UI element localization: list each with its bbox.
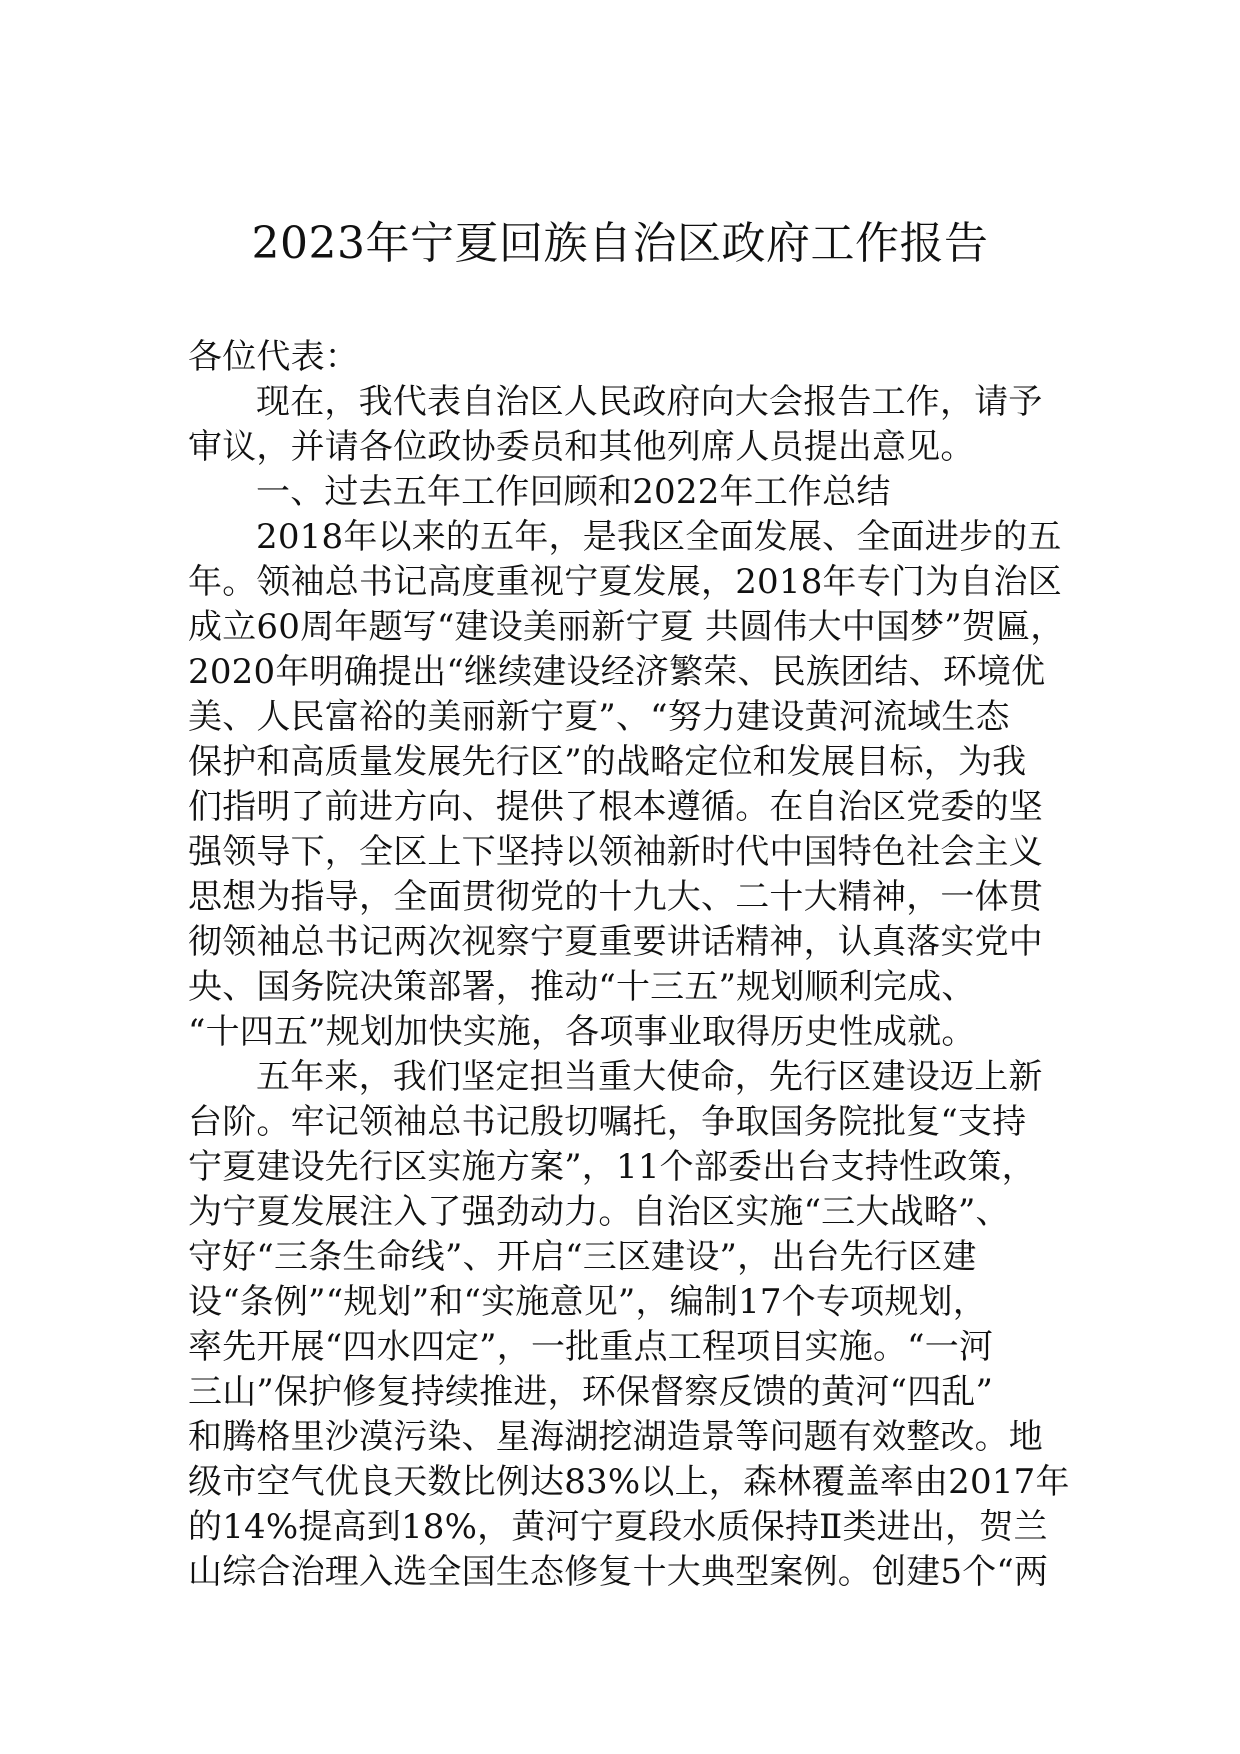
- paragraph-line: 美、人民富裕的美丽新宁夏”、“努力建设黄河流域生态: [188, 697, 1010, 737]
- paragraph-line: 设“条例”“规划”和“实施意见”，编制17个专项规划，: [188, 1282, 987, 1322]
- paragraph-line: 保护和高质量发展先行区”的战略定位和发展目标，为我: [188, 742, 1027, 782]
- paragraph-line: 台阶。牢记领袖总书记殷切嘱托，争取国务院批复“支持: [188, 1102, 1027, 1142]
- paragraph-line: 年。领袖总书记高度重视宁夏发展，2018年专门为自治区: [188, 562, 1062, 602]
- paragraph-line: 山综合治理入选全国生态修复十大典型案例。创建5个“两: [188, 1552, 1049, 1592]
- paragraph-line: 为宁夏发展注入了强劲动力。自治区实施“三大战略”、: [188, 1192, 1010, 1232]
- paragraph-line: 现在，我代表自治区人民政府向大会报告工作，请予: [256, 382, 1043, 422]
- paragraph-line: 2020年明确提出“继续建设经济繁荣、民族团结、环境优: [188, 652, 1046, 692]
- paragraph-line: 宁夏建设先行区实施方案”，11个部委出台支持性政策，: [188, 1147, 1036, 1187]
- paragraph-line: 的14%提高到18%，黄河宁夏段水质保持Ⅱ类进出，贺兰: [188, 1507, 1048, 1547]
- salutation: 各位代表：: [188, 337, 359, 377]
- section-heading: 一、过去五年工作回顾和2022年工作总结: [256, 472, 891, 512]
- document-title: 2023年宁夏回族自治区政府工作报告: [251, 218, 989, 269]
- paragraph-line: 五年来，我们坚定担当重大使命，先行区建设迈上新: [256, 1057, 1043, 1097]
- paragraph-line: 和腾格里沙漠污染、星海湖挖湖造景等问题有效整改。地: [188, 1417, 1043, 1457]
- paragraph-line: 央、国务院决策部署，推动“十三五”规划顺利完成、: [188, 967, 976, 1007]
- paragraph-line: 审议，并请各位政协委员和其他列席人员提出意见。: [188, 427, 975, 467]
- paragraph-line: 强领导下，全区上下坚持以领袖新时代中国特色社会主义: [188, 832, 1043, 872]
- paragraph-line: 级市空气优良天数比例达83%以上，森林覆盖率由2017年: [188, 1462, 1070, 1502]
- paragraph-line: 们指明了前进方向、提供了根本遵循。在自治区党委的坚: [188, 787, 1043, 827]
- document-body: [188, 335, 1088, 1595]
- paragraph-line: 思想为指导，全面贯彻党的十九大、二十大精神，一体贯: [188, 877, 1043, 917]
- paragraph-line: 彻领袖总书记两次视察宁夏重要讲话精神，认真落实党中: [188, 922, 1043, 962]
- paragraph-line: 守好“三条生命线”、开启“三区建设”，出台先行区建: [188, 1237, 977, 1277]
- paragraph-line: 成立60周年题写“建设美丽新宁夏 共圆伟大中国梦”贺匾，: [188, 607, 1065, 647]
- paragraph-line: “十四五”规划加快实施，各项事业取得历史性成就。: [188, 1012, 976, 1052]
- paragraph-line: 率先开展“四水四定”，一批重点工程项目实施。“一河: [188, 1327, 994, 1367]
- paragraph-line: 2018年以来的五年，是我区全面发展、全面进步的五: [256, 517, 1062, 557]
- paragraph-line: 三山”保护修复持续推进，环保督察反馈的黄河“四乱”: [188, 1372, 994, 1412]
